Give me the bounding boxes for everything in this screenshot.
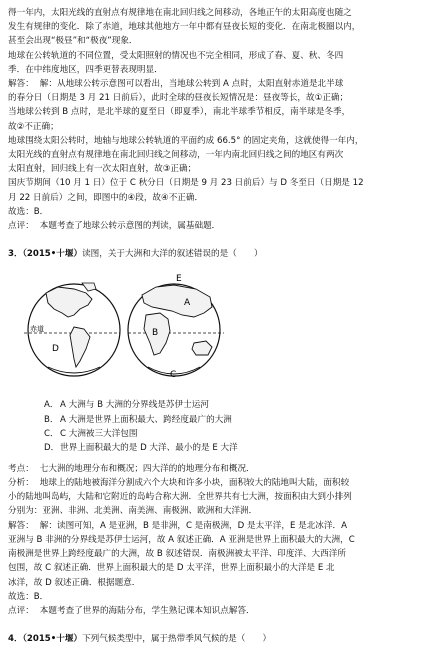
point-label: 考点： (8, 463, 34, 474)
option-b: B． A 大洲是世界上面积最大、跨经度最广的大洲 (44, 414, 232, 425)
q4-title (8, 632, 435, 646)
label-c: C (170, 370, 177, 381)
answer-line-1: 解答： 解：从地球公转示意图可以看出，当地球公转到 A 点时，太阳直射赤道是北半球 (8, 79, 344, 90)
text-line: 冰洋，故 D 叙述正确．根据题意． (8, 577, 141, 588)
answer-label: 解答： (8, 79, 34, 90)
text-line: 亚洲与 B 非洲的分界线是苏伊士运河，故 A 叙述正确．A 亚洲是世界上面积最大的大洲，C (8, 534, 355, 545)
text-line: 南极洲是世界上跨经度最广的大洲，故 B 叙述错误．南极洲被太平洋、印度洋、大西洋所 (8, 549, 346, 560)
q3-title (8, 247, 435, 261)
label-b: B (152, 328, 159, 339)
point-line: 考点： 七大洲的地理分布和概况；四大洋的的地理分布和概况． (8, 463, 255, 474)
text-line: 太阳光线的直射点有规律地在南北回归线之间移动，一年内南北回归线之间的地区有两次 (8, 150, 344, 161)
western-hemisphere (24, 283, 120, 376)
text-line: 小的陆地叫岛屿，大陆和它附近的岛屿合称大洲．全世界共有七大洲，按面积由大到小排列 (8, 492, 352, 503)
world-map-figure (24, 269, 224, 391)
label-a: A (184, 298, 191, 309)
q3-options (8, 398, 435, 456)
text-line: 地球在公转轨道的不同位置，受太阳照射的情况也不完全相同，形成了春、夏、秋、冬四 (8, 50, 344, 61)
question-source: （2015•十堰） (22, 634, 83, 645)
q2-explanation (8, 6, 435, 77)
analysis-label: 分析： (8, 478, 34, 489)
text-line: 得一年内，太阳光线的直射点有规律地在南北回归线之间移动，各地正午的太阳高度也随之 (8, 8, 352, 18)
comment-line: 点评： 本题考查了世界的海陆分布，学生熟记课本知识点解答． (8, 605, 255, 616)
equator-label: 赤道 (30, 325, 44, 334)
text-line: 地球围绕太阳公转时，地轴与地球公转轨道的平面约成 66.5° 的固定夹角，这就使得一年内， (8, 135, 364, 146)
hemisphere-map (24, 269, 224, 391)
text-line: 的春分日（日期是 3 月 21 日前后），此时全球的昼夜长短情况是：昼夜等长，故①正确； (8, 93, 349, 104)
question-number: 3． (8, 249, 23, 260)
text-line: 发生有规律的变化．除了赤道，地球其他地方一年中都有昼夜长短的变化．在南北极圈以内， (8, 22, 361, 33)
question-number: 4． (8, 634, 23, 645)
eastern-hemisphere (128, 274, 224, 380)
question-stem: 下列气候类型中，属于热带季风气候的是（ ） (82, 634, 272, 645)
text-line: 分别为：亚洲、非洲、北美洲、南美洲、南极洲、欧洲和大洋洲． (8, 506, 258, 517)
question-stem: 读图，关于大洲和大洋的叙述错误的是（ ） (82, 249, 263, 260)
q2-answer (8, 77, 435, 233)
text-line: 故选：B． (8, 591, 49, 602)
analysis-line-1: 分析： 地球上的陆地被海洋分割成六个大块和许多小块，面积较大的陆地叫大陆，面积较 (8, 478, 350, 489)
text-line: 甚至会出现“极昼”和“极夜”现象． (8, 36, 138, 47)
text-line: 故选：B． (8, 206, 49, 217)
q3-solution (8, 462, 435, 618)
comment-label: 点评： (8, 605, 34, 616)
option-c: C．C 大洲被三大洋包围 (44, 429, 138, 440)
text-line: 国庆节期间（10 月 1 日）位于 C 秋分日（日期是 9 月 23 日前后）与 D 冬至日（日期是 12 (8, 178, 364, 189)
option-a: A． A 大洲与 B 大洲的分界线是苏伊士运河 (44, 400, 209, 411)
text-line: 太阳直射，回归线上有一次太阳直射，故③正确； (8, 164, 197, 175)
comment-line: 点评： 本题考查了地球公转示意图的判读，属基础题． (8, 221, 221, 232)
text-line: 月 22 日前后）之间，即图中的④段，故④不正确． (8, 192, 204, 203)
option-d: D．世界上面积最大的是 D 大洋、最小的是 E 大洋 (44, 443, 238, 454)
question-source: （2015•十堰） (22, 249, 83, 260)
text-line: 当地球公转到 B 点时，是北半球的夏至日（即夏季），南北半球季节相反，南半球是冬季， (8, 107, 351, 118)
label-d: D (52, 344, 59, 355)
answer-line-1: 解答： 解：读图可知，A 是亚洲，B 是非洲，C 是南极洲，D 是太平洋，E 是北冰洋．A (8, 520, 347, 531)
comment-label: 点评： (8, 221, 34, 232)
answer-label: 解答： (8, 520, 34, 531)
text-line: 季．在中纬度地区，四季更替表现明显． (8, 64, 163, 75)
text-line: 故②不正确； (8, 121, 59, 132)
text-line: 包围，故 C 叙述正确．世界上面积最大的是 D 太平洋，世界上面积最小的大洋是 E 北 (8, 563, 335, 574)
label-e: E (176, 274, 182, 285)
